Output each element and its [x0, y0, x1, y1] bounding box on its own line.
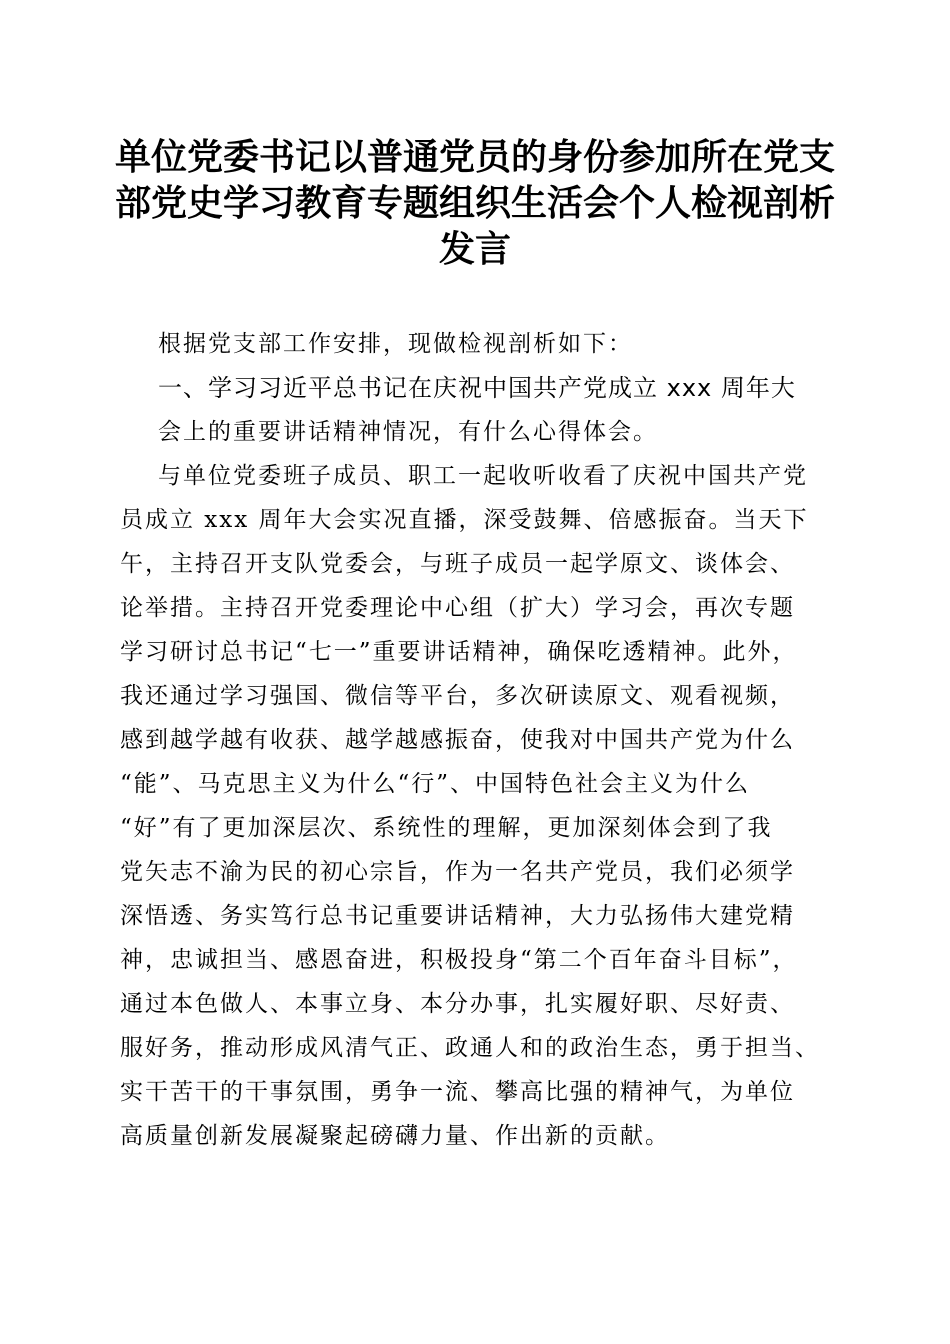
paragraph-line: 服好务，推动形成风清气正、政通人和的政治生态，勇于担当、	[120, 1035, 820, 1061]
paragraph-line: 神，忠诚担当、感恩奋进，积极投身“第二个百年奋斗目标”，	[120, 947, 798, 973]
paragraph-line: 学习研讨总书记“七一”重要讲话精神，确保吃透精神。此外，	[120, 639, 798, 665]
paragraph-line: 论举措。主持召开党委理论中心组（扩大）学习会，再次专题	[120, 595, 795, 621]
section-heading-line: 会上的重要讲话精神情况，有什么心得体会。	[158, 419, 658, 445]
title-line: 单位党委书记以普通党员的身份参加所在党支	[114, 136, 835, 178]
paragraph-line: “能”、马克思主义为什么“行”、中国特色社会主义为什么	[120, 771, 751, 797]
paragraph-line: “好”有了更加深层次、系统性的理解，更加深刻体会到了我	[120, 815, 773, 841]
title-line: 发言	[438, 228, 511, 270]
intro-paragraph: 根据党支部工作安排，现做检视剖析如下：	[158, 331, 633, 357]
paragraph-line: 通过本色做人、本事立身、本分办事，扎实履好职、尽好责、	[120, 991, 795, 1017]
paragraph-line: 感到越学越有收获、越学越感振奋，使我对中国共产党为什么	[120, 727, 795, 753]
paragraph-line: 午，主持召开支队党委会，与班子成员一起学原文、谈体会、	[120, 551, 795, 577]
section-heading-line: 一、学习习近平总书记在庆祝中国共产党成立 xxx 周年大	[158, 374, 796, 402]
paragraph-line: 高质量创新发展凝聚起磅礴力量、作出新的贡献。	[120, 1123, 670, 1149]
title-line: 部党史学习教育专题组织生活会个人检视剖析	[114, 182, 835, 224]
paragraph-line: 实干苦干的干事氛围，勇争一流、攀高比强的精神气，为单位	[120, 1079, 795, 1105]
paragraph-line: 我还通过学习强国、微信等平台，多次研读原文、观看视频，	[120, 683, 795, 709]
paragraph-line: 与单位党委班子成员、职工一起收听收看了庆祝中国共产党	[158, 463, 808, 489]
paragraph-line: 深悟透、务实笃行总书记重要讲话精神，大力弘扬伟大建党精	[120, 903, 795, 929]
paragraph-line: 党矢志不渝为民的初心宗旨，作为一名共产党员，我们必须学	[120, 859, 795, 885]
document-title	[100, 134, 850, 272]
paragraph-line: 员成立 xxx 周年大会实况直播，深受鼓舞、倍感振奋。当天下	[120, 507, 809, 533]
